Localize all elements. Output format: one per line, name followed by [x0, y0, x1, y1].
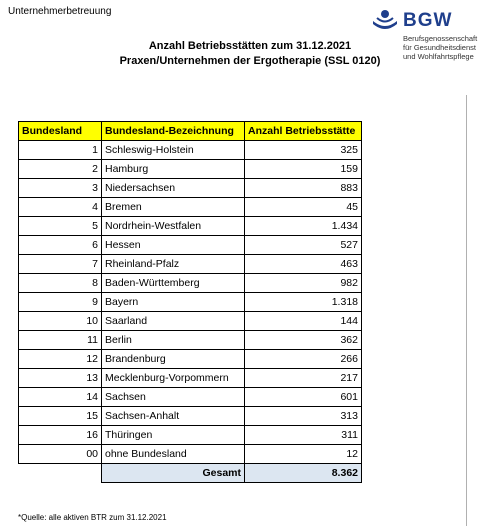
cell-bundesland-nr: 1 [19, 141, 102, 160]
footnote: *Quelle: alle aktiven BTR zum 31.12.2021 [18, 513, 167, 522]
table-header-row [19, 122, 362, 141]
cell-bundesland-name: Nordrhein-Westfalen [102, 217, 245, 236]
cell-anzahl: 313 [245, 407, 362, 426]
cell-bundesland-name: Rheinland-Pfalz [102, 255, 245, 274]
cell-bundesland-name: Berlin [102, 331, 245, 350]
cell-bundesland-name: Niedersachsen [102, 179, 245, 198]
cell-anzahl: 362 [245, 331, 362, 350]
table-row [19, 312, 362, 331]
table-row [19, 217, 362, 236]
total-blank-cell [19, 464, 102, 483]
cell-bundesland-name: Hamburg [102, 160, 245, 179]
cell-bundesland-nr: 6 [19, 236, 102, 255]
table-row [19, 331, 362, 350]
header-bezeichnung: Bundesland-Bezeichnung [102, 122, 245, 141]
cell-anzahl: 1.318 [245, 293, 362, 312]
cell-bundesland-nr: 7 [19, 255, 102, 274]
cell-bundesland-name: Thüringen [102, 426, 245, 445]
cell-bundesland-name: Bremen [102, 198, 245, 217]
table-row [19, 236, 362, 255]
cell-bundesland-nr: 15 [19, 407, 102, 426]
cell-anzahl: 601 [245, 388, 362, 407]
cell-bundesland-nr: 3 [19, 179, 102, 198]
page-subtitle: Praxen/Unternehmen der Ergotherapie (SSL 0120) [119, 55, 381, 67]
cell-bundesland-name: Mecklenburg-Vorpommern [102, 369, 245, 388]
bgw-emblem-icon [371, 9, 399, 31]
table-row [19, 388, 362, 407]
cell-bundesland-name: Hessen [102, 236, 245, 255]
cell-anzahl: 144 [245, 312, 362, 331]
cell-anzahl: 883 [245, 179, 362, 198]
logo-name: BGW [403, 10, 453, 31]
table-row [19, 350, 362, 369]
cell-bundesland-nr: 4 [19, 198, 102, 217]
cell-bundesland-nr: 8 [19, 274, 102, 293]
table-row [19, 198, 362, 217]
cell-anzahl: 325 [245, 141, 362, 160]
cell-bundesland-name: Bayern [102, 293, 245, 312]
header-bundesland: Bundesland [19, 122, 102, 141]
cell-anzahl: 982 [245, 274, 362, 293]
table-row [19, 426, 362, 445]
cell-bundesland-nr: 9 [19, 293, 102, 312]
cell-bundesland-name: Sachsen-Anhalt [102, 407, 245, 426]
cell-bundesland-name: Schleswig-Holstein [102, 141, 245, 160]
cell-bundesland-nr: 11 [19, 331, 102, 350]
cell-anzahl: 266 [245, 350, 362, 369]
total-label: Gesamt [102, 464, 245, 483]
table-row [19, 160, 362, 179]
cell-anzahl: 45 [245, 198, 362, 217]
header-anzahl: Anzahl Betriebsstätte [245, 122, 362, 141]
cell-bundesland-nr: 16 [19, 426, 102, 445]
table-row [19, 293, 362, 312]
cell-bundesland-nr: 00 [19, 445, 102, 464]
cell-anzahl: 463 [245, 255, 362, 274]
table-row [19, 407, 362, 426]
page-edge-line [466, 95, 467, 526]
cell-bundesland-name: Sachsen [102, 388, 245, 407]
table-row [19, 179, 362, 198]
table-row [19, 141, 362, 160]
cell-bundesland-nr: 5 [19, 217, 102, 236]
cell-bundesland-nr: 10 [19, 312, 102, 331]
cell-bundesland-name: ohne Bundesland [102, 445, 245, 464]
cell-bundesland-name: Brandenburg [102, 350, 245, 369]
cell-anzahl: 527 [245, 236, 362, 255]
table-row [19, 369, 362, 388]
cell-anzahl: 1.434 [245, 217, 362, 236]
table-row [19, 255, 362, 274]
cell-bundesland-nr: 2 [19, 160, 102, 179]
table-row [19, 274, 362, 293]
page-title: Anzahl Betriebsstätten zum 31.12.2021 [148, 40, 352, 52]
cell-bundesland-name: Baden-Württemberg [102, 274, 245, 293]
cell-bundesland-name: Saarland [102, 312, 245, 331]
cell-anzahl: 12 [245, 445, 362, 464]
data-table [18, 121, 362, 483]
total-row [19, 464, 362, 483]
cell-bundesland-nr: 12 [19, 350, 102, 369]
total-value: 8.362 [245, 464, 362, 483]
cell-anzahl: 311 [245, 426, 362, 445]
cell-bundesland-nr: 14 [19, 388, 102, 407]
cell-anzahl: 159 [245, 160, 362, 179]
table-row [19, 445, 362, 464]
department-label: Unternehmerbetreuung [8, 6, 112, 17]
cell-anzahl: 217 [245, 369, 362, 388]
logo-subtitle: Berufsgenossenschaft für Gesundheitsdienst und Wohlfahrtspflege [403, 34, 478, 61]
cell-bundesland-nr: 13 [19, 369, 102, 388]
